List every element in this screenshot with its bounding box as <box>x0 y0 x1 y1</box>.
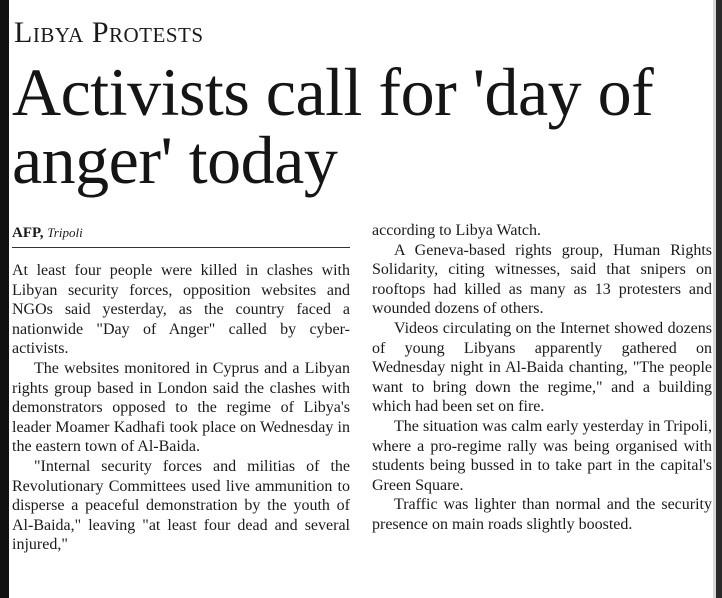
byline-rule <box>12 247 350 248</box>
scan-edge-left <box>0 0 9 598</box>
byline-place: Tripoli <box>47 225 83 240</box>
paragraph: At least four people were killed in clashes with Libyan security forces, opposition websites and NGOs said yesterday, as the country faced a nationwide "Day of Anger" called by cyber-activists. <box>12 262 350 358</box>
article-column-1 <box>12 261 350 555</box>
paragraph: The situation was calm early yesterday in Tripoli, where a pro-regime rally was being organised with students being bussed in to take part in the capital's Green Square. <box>372 417 712 494</box>
paragraph: Traffic was lighter than normal and the security presence on main roads slightly boosted. <box>372 496 712 533</box>
paragraph: Videos circulating on the Internet showed dozens of young Libyans apparently gathered on Wednesday night in Al-Baida chanting, "The people want to bring down the regime," and a building which had been set on fire. <box>372 319 712 416</box>
paragraph-continued: according to Libya Watch. <box>372 222 542 239</box>
paragraph: A Geneva-based rights group, Human Rights Solidarity, citing witnesses, said that snipers on rooftops had killed as many as 13 protesters and wounded dozens of others. <box>372 241 712 318</box>
headline: Activists call for 'day of anger' today <box>12 54 654 198</box>
paragraph: "Internal security forces and militias of the Revolutionary Committees used live ammunition to disperse a peaceful demonstration by the youth of Al-Baida," leaving "at least four dead and several injured," <box>12 457 350 554</box>
byline-agency: AFP, <box>12 225 44 241</box>
paragraph: The websites monitored in Cyprus and a Libyan rights group based in London said the clashes with demonstrators opposed to the regime of Libya's leader Moamer Kadhafi took place on Wednesday in the eastern town of Al-Baida. <box>12 359 350 456</box>
byline <box>12 225 83 242</box>
scan-edge-right <box>716 0 722 598</box>
section-kicker: Libya Protests <box>14 16 204 49</box>
article-column-2 <box>372 221 712 535</box>
